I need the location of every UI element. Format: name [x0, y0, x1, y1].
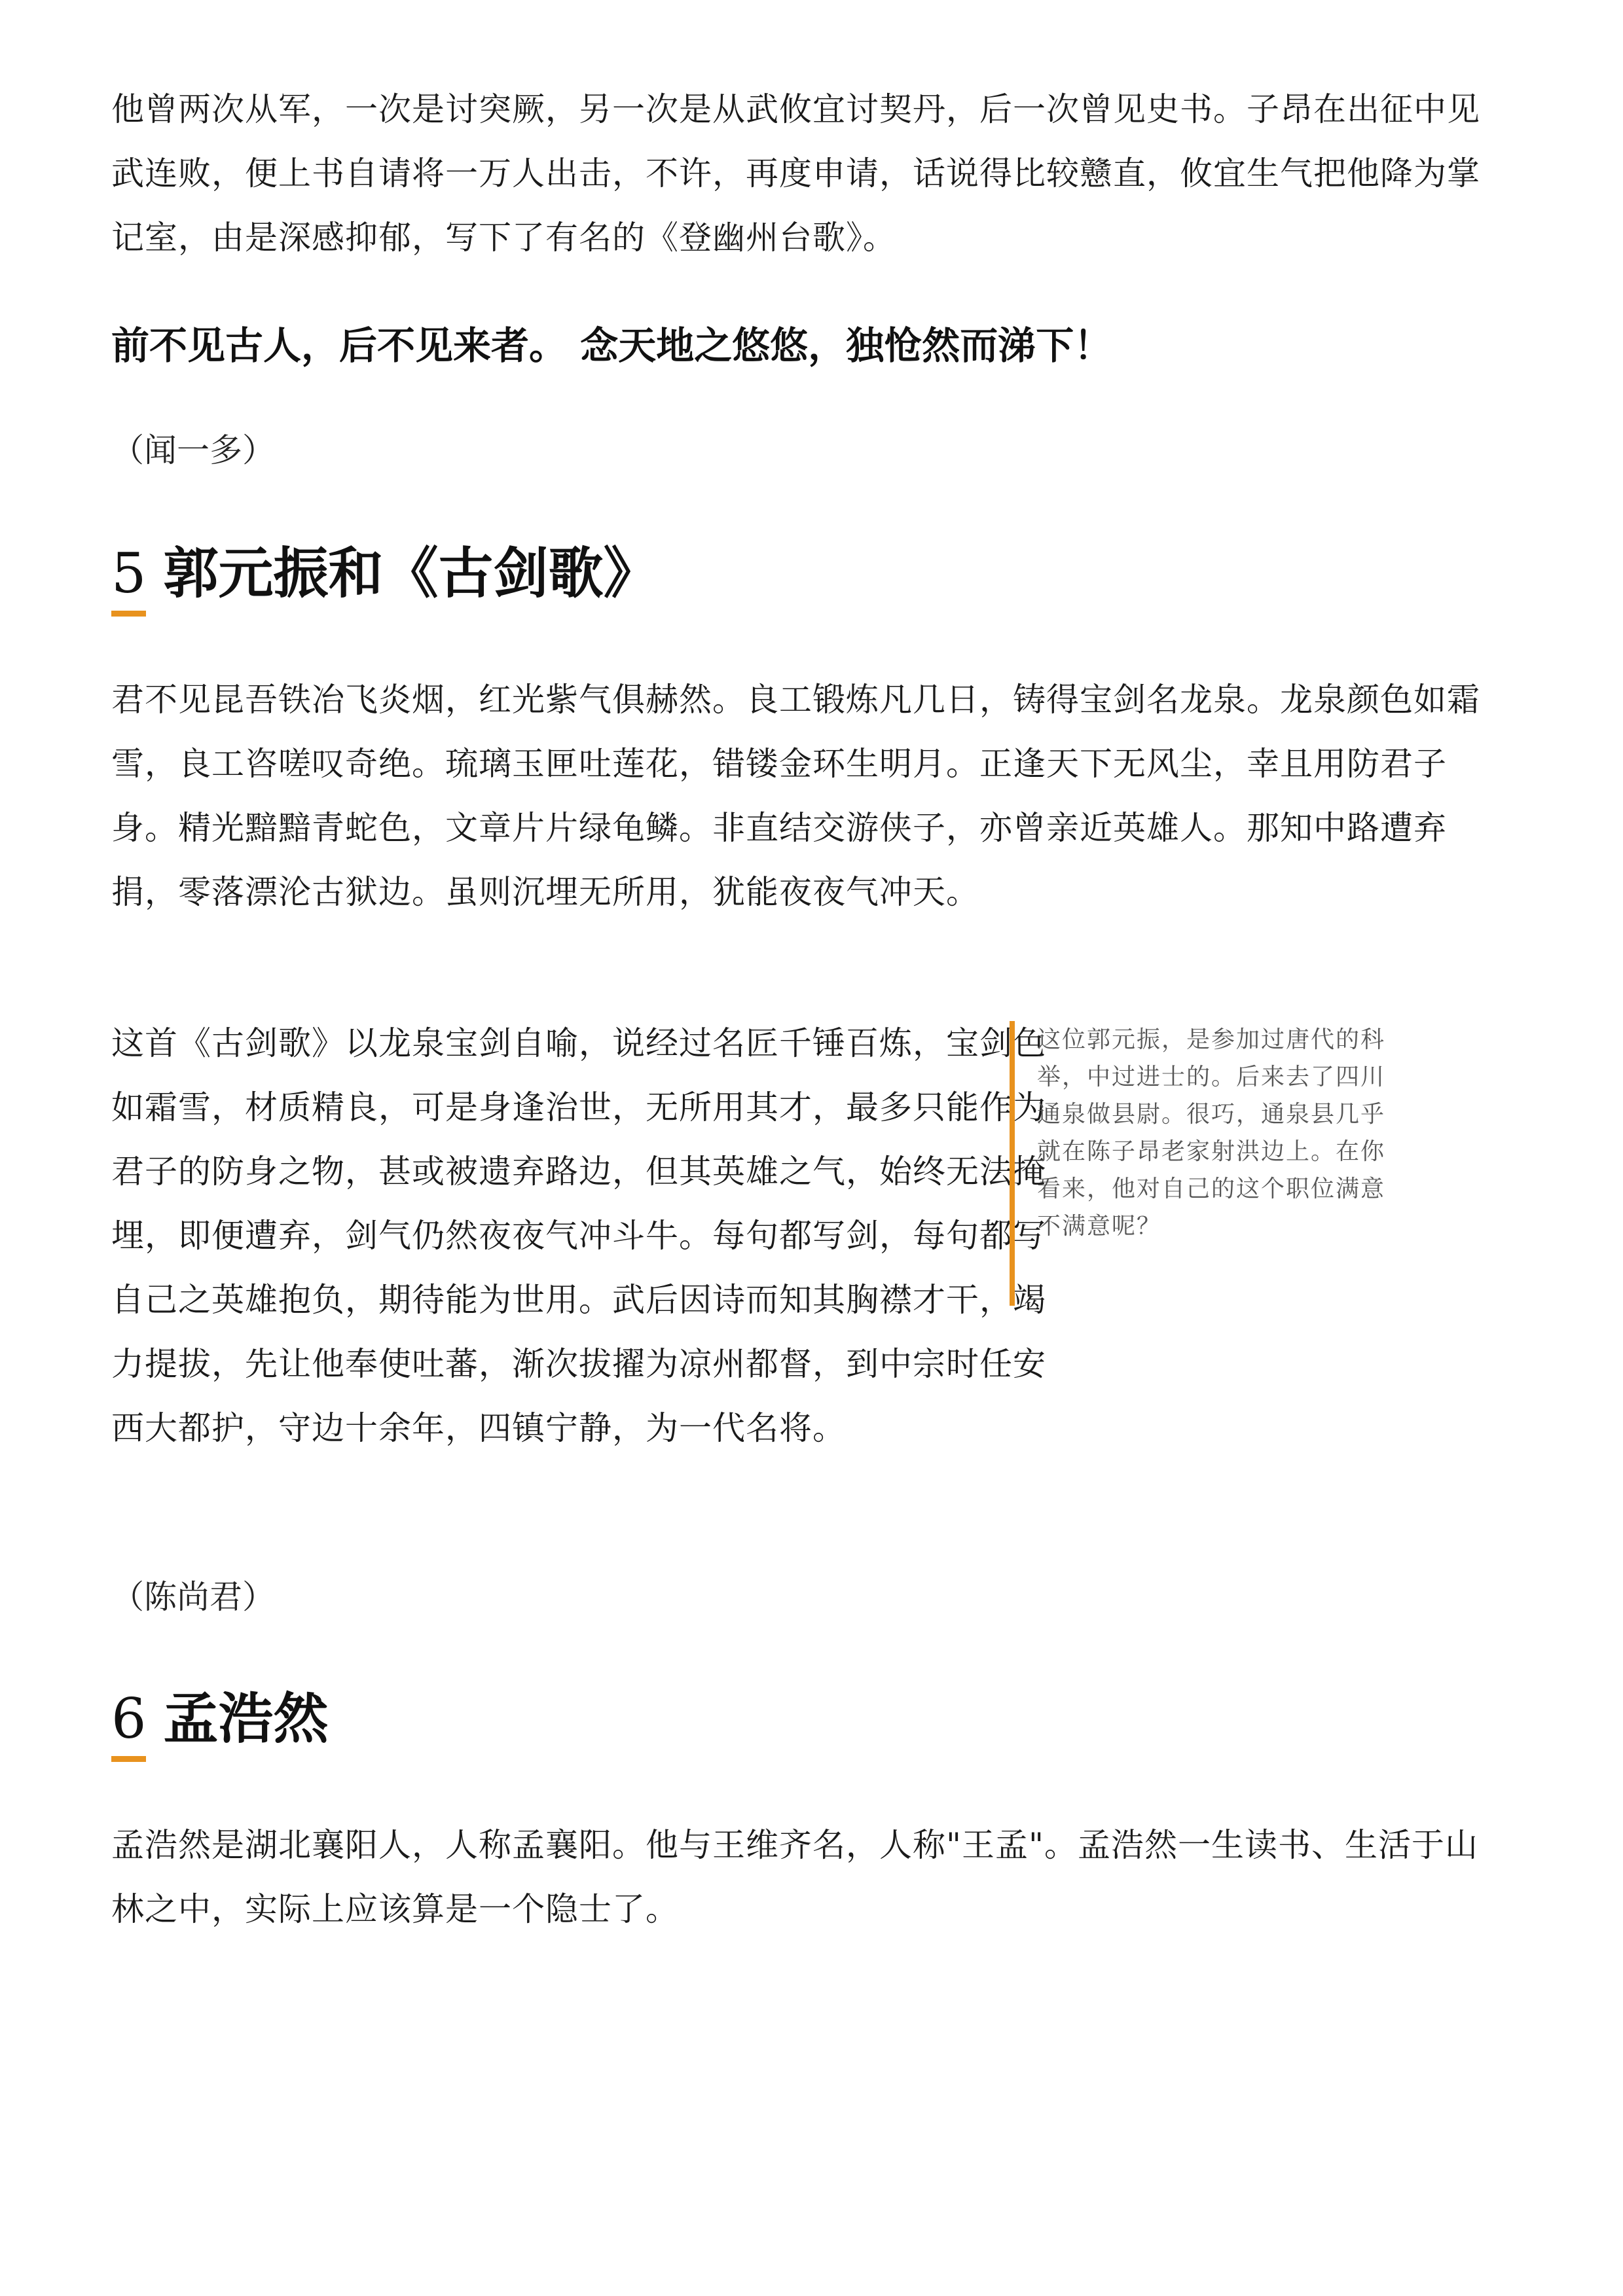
section-5-title: 郭元振和《古剑歌》: [163, 541, 659, 605]
section-5-author: （陈尚君）: [111, 1578, 275, 1616]
section-5-number: [111, 541, 146, 609]
section-6-number-underline: [111, 1756, 146, 1762]
section-6-heading: [111, 1686, 328, 1754]
section-5-number-text: 5: [111, 541, 147, 605]
poem-verse: 前不见古人，后不见来者。 念天地之悠悠，独怆然而涕下！: [111, 323, 1112, 368]
section-5-heading: [111, 541, 658, 609]
section-5-number-underline: [111, 611, 146, 617]
section-6-number: [111, 1686, 146, 1754]
section-5-poem: 君不见昆吾铁冶飞炎烟，红光紫气俱赫然。良工锻炼凡几日，铸得宝剑名龙泉。龙泉颜色如霜雪，良工咨嗟叹奇绝。琉璃玉匣吐莲花，错镂金环生明月。正逢天下无风尘，幸且用防君子身。精光黯黯青蛇色，文章片片绿龟鳞。非直结交游侠子，亦曾亲近英雄人。那知中路遭弃捐，零落漂沦古狱边。虽则沉埋无所用，犹能夜夜气冲天。: [111, 681, 1480, 911]
section-6-number-text: 6: [111, 1687, 147, 1751]
margin-sidenote: 这位郭元振，是参加过唐代的科举，中过进士的。后来去了四川通泉做县尉。很巧，通泉县几乎就在陈子昂老家射洪边上。在你看来，他对自己的这个职位满意不满意呢？: [1010, 1021, 1388, 1306]
verse-author: （闻一多）: [111, 431, 275, 469]
section-6-title: 孟浩然: [163, 1686, 329, 1751]
intro-paragraph: 他曾两次从军，一次是讨突厥，另一次是从武攸宜讨契丹，后一次曾见史书。子昂在出征中见武连败，便上书自请将一万人出击，不许，再度申请，话说得比较戆直，攸宜生气把他降为掌记室，由是深感抑郁，写下了有名的《登幽州台歌》。: [111, 90, 1480, 257]
section-5-commentary: 这首《古剑歌》以龙泉宝剑自喻，说经过名匠千锤百炼，宝剑色如霜雪，材质精良，可是身逢治世，无所用其才，最多只能作为君子的防身之物，甚或被遗弃路边，但其英雄之气，始终无法掩埋，即便遭弃，剑气仍然夜夜气冲斗牛。每句都写剑，每句都写自己之英雄抱负，期待能为世用。武后因诗而知其胸襟才干，竭力提拔，先让他奉使吐蕃，渐次拔擢为凉州都督，到中宗时任安西大都护，守边十余年，四镇宁静，为一代名将。: [111, 1024, 1046, 1447]
section-6-paragraph: 孟浩然是湖北襄阳人，人称孟襄阳。他与王维齐名，人称"王孟"。孟浩然一生读书、生活于山林之中，实际上应该算是一个隐士了。: [111, 1826, 1478, 1928]
